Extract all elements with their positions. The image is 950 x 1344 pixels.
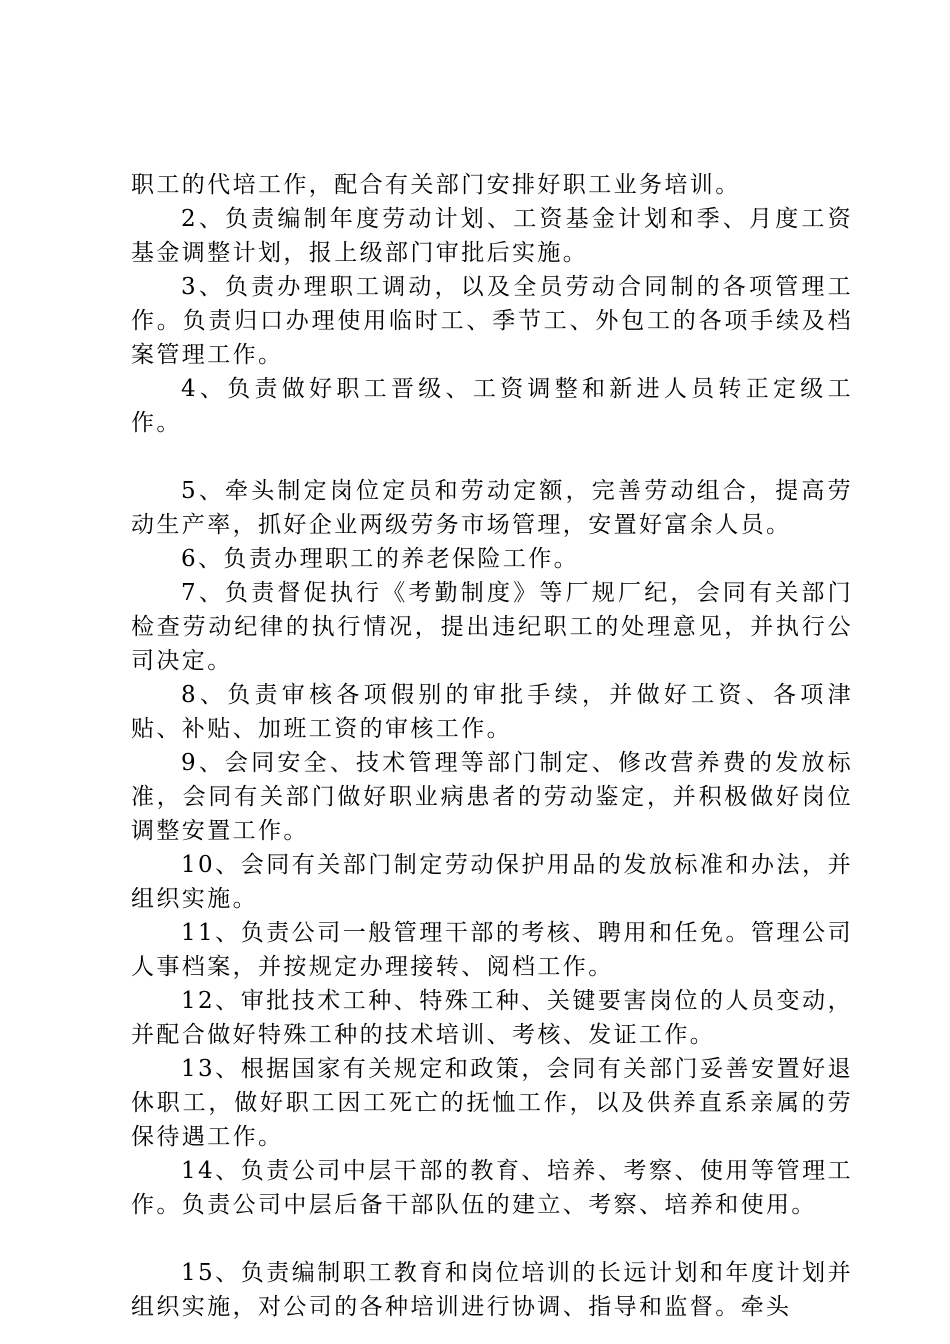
paragraph-item-4: 4、负责做好职工晋级、工资调整和新进人员转正定级工作。 <box>131 376 853 436</box>
paragraph-item-6: 6、负责办理职工的养老保险工作。 <box>181 546 580 572</box>
paragraph-item-5: 5、牵头制定岗位定员和劳动定额，完善劳动组合，提高劳动生产率，抓好企业两级劳务市场管理，安置好富余人员。 <box>131 478 853 538</box>
paragraph-gap <box>131 440 853 474</box>
paragraph-item-3: 3、负责办理职工调动，以及全员劳动合同制的各项管理工作。负责归口办理使用临时工、季节工、外包工的各项手续及档案管理工作。 <box>131 274 853 368</box>
paragraph-continuation: 职工的代培工作，配合有关部门安排好职工业务培训。 <box>131 172 741 198</box>
paragraph-item-11: 11、负责公司一般管理干部的考核、聘用和任免。管理公司人事档案，并按规定办理接转、阅档工作。 <box>131 920 853 980</box>
paragraph-item-9: 9、会同安全、技术管理等部门制定、修改营养费的发放标准，会同有关部门做好职业病患者的劳动鉴定，并积极做好岗位调整安置工作。 <box>131 750 853 844</box>
paragraph-item-7: 7、负责督促执行《考勤制度》等厂规厂纪，会同有关部门检查劳动纪律的执行情况，提出违纪职工的处理意见，并执行公司决定。 <box>131 580 853 674</box>
paragraph-item-15: 15、负责编制职工教育和岗位培训的长远计划和年度计划并组织实施，对公司的各种培训进行协调、指导和监督。牵头 <box>131 1260 853 1320</box>
paragraph-gap <box>131 1222 853 1256</box>
paragraph-item-12: 12、审批技术工种、特殊工种、关键要害岗位的人员变动，并配合做好特殊工种的技术培训、考核、发证工作。 <box>131 988 853 1048</box>
paragraph-item-13: 13、根据国家有关规定和政策，会同有关部门妥善安置好退休职工，做好职工因工死亡的抚恤工作，以及供养直系亲属的劳保待遇工作。 <box>131 1056 853 1150</box>
document-body <box>131 168 853 1324</box>
paragraph-item-14: 14、负责公司中层干部的教育、培养、考察、使用等管理工作。负责公司中层后备干部队伍的建立、考察、培养和使用。 <box>131 1158 853 1218</box>
paragraph-item-2: 2、负责编制年度劳动计划、工资基金计划和季、月度工资基金调整计划，报上级部门审批后实施。 <box>131 206 853 266</box>
paragraph-item-8: 8、负责审核各项假别的审批手续，并做好工资、各项津贴、补贴、加班工资的审核工作。 <box>131 682 853 742</box>
paragraph-item-10: 10、会同有关部门制定劳动保护用品的发放标准和办法，并组织实施。 <box>131 852 853 912</box>
